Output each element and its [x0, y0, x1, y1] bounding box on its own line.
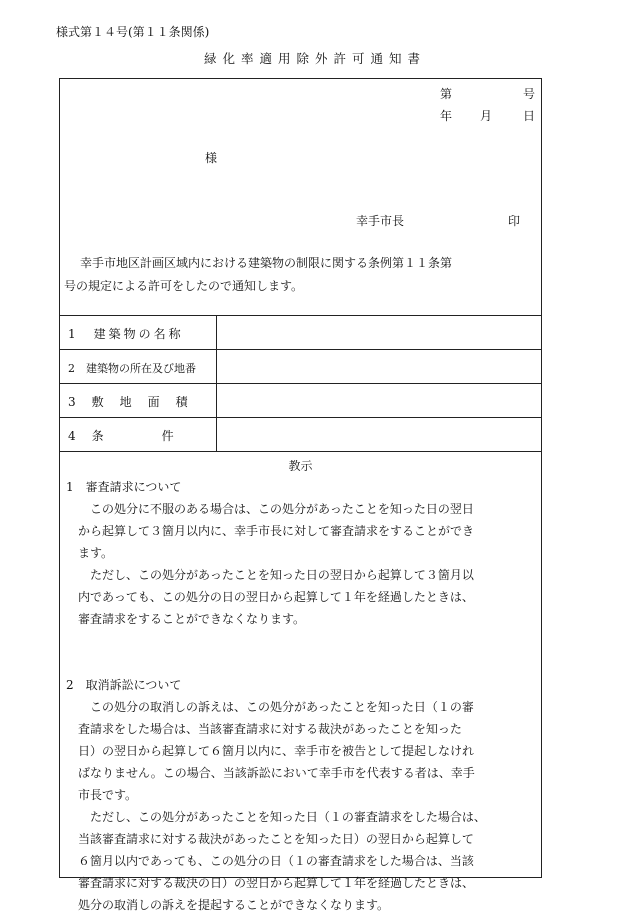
date-year-label: 年 — [440, 109, 453, 123]
table-row-label: 1 建築物の名称 — [68, 327, 184, 341]
table-row-label: 3 敷 地 面 積 — [68, 395, 190, 409]
intro-line-2: 号の規定による許可をしたので通知します。 — [64, 279, 304, 293]
form-frame — [59, 78, 542, 912]
issuer-name: 幸手市長 — [356, 214, 405, 228]
notice-heading: 教示 — [288, 459, 313, 473]
notice-line: ばなりません。この場合、当該訴訟において幸手市を代表する者は、幸手 — [78, 766, 475, 780]
notice-line: から起算して３箇月以内に、幸手市長に対して審査請求をすることができ — [78, 524, 475, 538]
date-day-label: 日 — [523, 109, 536, 123]
row-divider-1 — [60, 349, 541, 350]
number-label-left: 第 — [440, 87, 453, 101]
notice-line: 市長です。 — [78, 788, 138, 802]
notice-line: 審査請求に対する裁決の日）の翌日から起算して１年を経過したときは、 — [78, 876, 475, 890]
notice-line: 内であっても、この処分の日の翌日から起算して１年を経過したときは、 — [78, 590, 474, 604]
document-title: 緑化率適用除外許可通知書 — [203, 51, 426, 66]
row-divider-3 — [60, 417, 541, 418]
section-1-title: 1 審査請求について — [66, 480, 182, 494]
number-label-right: 号 — [523, 87, 536, 101]
notice-line: 査請求をした場合は、当該審査請求に対する裁決があったことを知った — [78, 722, 462, 736]
intro-line-1: 幸手市地区計画区域内における建築物の制限に関する条例第１１条第 — [80, 256, 453, 270]
table-bottom-line — [60, 451, 541, 452]
notice-line: ただし、この処分があったことを知った日（１の審査請求をした場合は、 — [90, 810, 486, 824]
notice-line: 当該審査請求に対する裁決があったことを知った日）の翌日から起算して — [78, 832, 474, 846]
row-divider-2 — [60, 383, 541, 384]
table-row-label: 4 条 件 — [68, 429, 176, 443]
section-2-title: 2 取消訴訟について — [66, 678, 182, 692]
notice-line: ６箇月以内であっても、この処分の日（１の審査請求をした場合は、当該 — [78, 854, 474, 868]
addressee-suffix: 様 — [205, 151, 218, 165]
notice-body — [66, 476, 536, 916]
table-column-divider — [216, 315, 217, 451]
blank-line — [66, 630, 536, 652]
seal-mark: 印 — [508, 214, 521, 228]
notice-line: ます。 — [78, 546, 114, 560]
table-top-line — [60, 315, 541, 316]
notice-line: 審査請求をすることができなくなります。 — [78, 612, 306, 626]
form-number: 様式第１４号(第１１条関係) — [56, 25, 210, 39]
blank-line — [66, 652, 536, 674]
date-month-label: 月 — [480, 109, 493, 123]
notice-line: 処分の取消しの訴えを提起することができなくなります。 — [78, 898, 390, 912]
table-row-label: 2 建築物の所在及び地番 — [68, 362, 196, 375]
notice-line: 日）の翌日から起算して６箇月以内に、幸手市を被告として提起しなけれ — [78, 744, 475, 758]
notice-line: この処分に不服のある場合は、この処分があったことを知った日の翌日 — [90, 502, 474, 516]
notice-line: ただし、この処分があったことを知った日の翌日から起算して３箇月以 — [90, 568, 474, 582]
notice-line: この処分の取消しの訴えは、この処分があったことを知った日（１の審 — [90, 700, 474, 714]
